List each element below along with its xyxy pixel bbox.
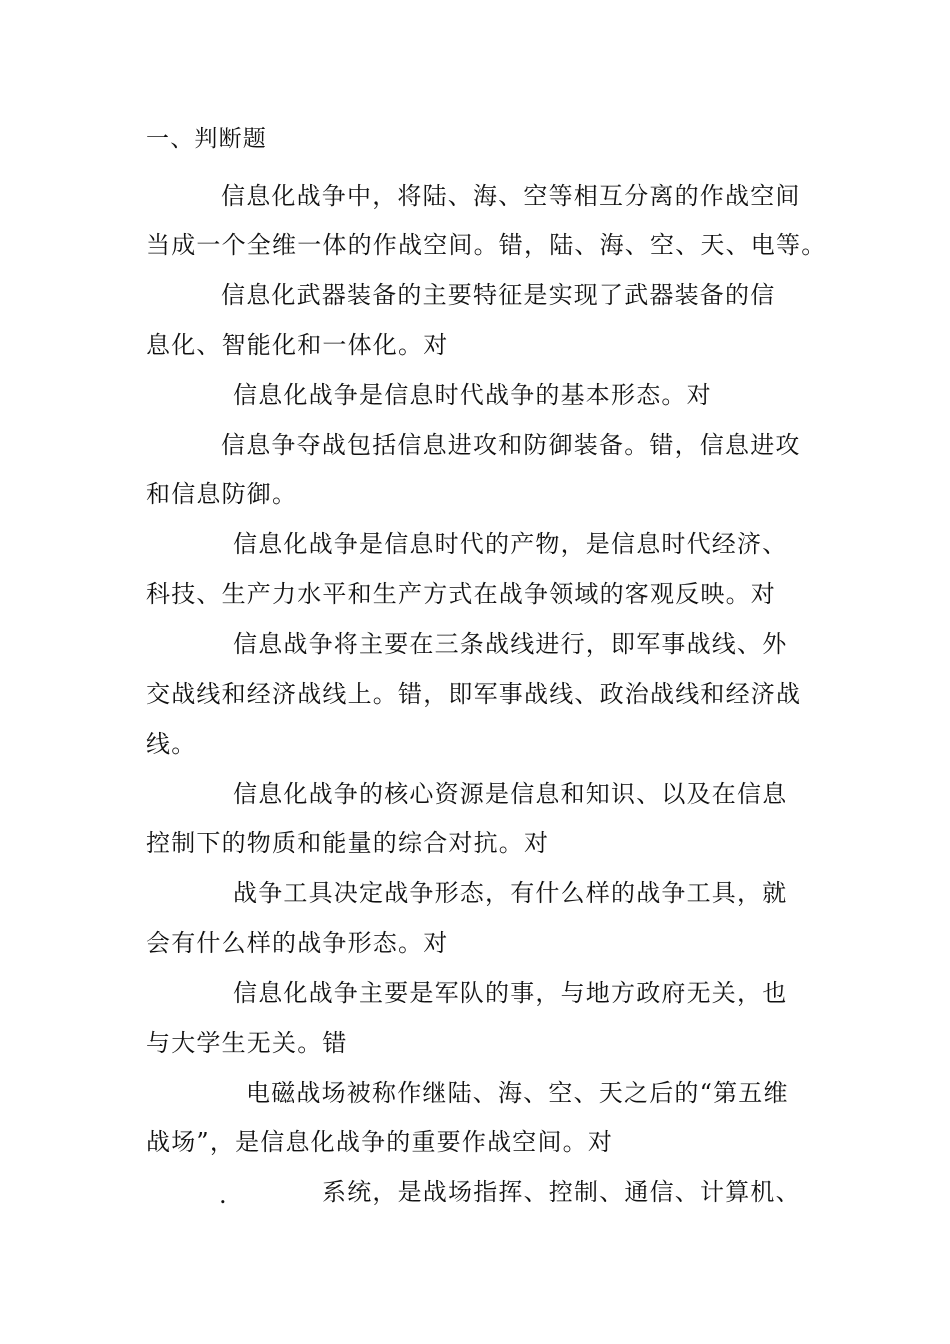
list-marker: . [219, 1181, 227, 1209]
paragraph-line: 信息化战争是信息时代的产物，是信息时代经济、 [233, 530, 788, 558]
paragraph-line: 信息化战争的核心资源是信息和知识、以及在信息 [233, 780, 788, 808]
paragraph-line: 信息化战争是信息时代战争的基本形态。对 [233, 381, 712, 409]
paragraph-line: 交战线和经济战线上。错，即军事战线、政治战线和经济战 [146, 680, 802, 708]
paragraph-line: 信息战争将主要在三条战线进行，即军事战线、外 [233, 630, 788, 658]
paragraph-line: 线。 [146, 730, 197, 758]
paragraph-line: 信息争夺战包括信息进攻和防御装备。错，信息进攻 [221, 431, 801, 459]
section-heading: 一、判断题 [146, 126, 267, 152]
paragraph-line: 战争工具决定战争形态，有什么样的战争工具，就 [233, 879, 788, 907]
paragraph-line: 系统，是战场指挥、控制、通信、计算机、 [322, 1178, 801, 1206]
paragraph-line: 息化、智能化和一体化。对 [146, 331, 449, 359]
paragraph-line: 电磁战场被称作继陆、海、空、天之后的“第五维 [246, 1079, 789, 1107]
paragraph-line: 科技、生产力水平和生产方式在战争领域的客观反映。对 [146, 580, 776, 608]
paragraph-line: 与大学生无关。错 [146, 1029, 348, 1057]
paragraph-line: 信息化战争主要是军队的事，与地方政府无关，也 [233, 979, 788, 1007]
paragraph-line: 会有什么样的战争形态。对 [146, 929, 449, 957]
paragraph-line: 和信息防御。 [146, 480, 298, 508]
paragraph-line: 控制下的物质和能量的综合对抗。对 [146, 829, 550, 857]
paragraph-line: 当成一个全维一体的作战空间。错，陆、海、空、天、电等。 [146, 231, 827, 259]
paragraph-line: 战场”，是信息化战争的重要作战空间。对 [146, 1128, 614, 1156]
paragraph-line: 信息化战争中，将陆、海、空等相互分离的作战空间 [221, 182, 801, 210]
paragraph-line: 信息化武器装备的主要特征是实现了武器装备的信 [221, 281, 776, 309]
